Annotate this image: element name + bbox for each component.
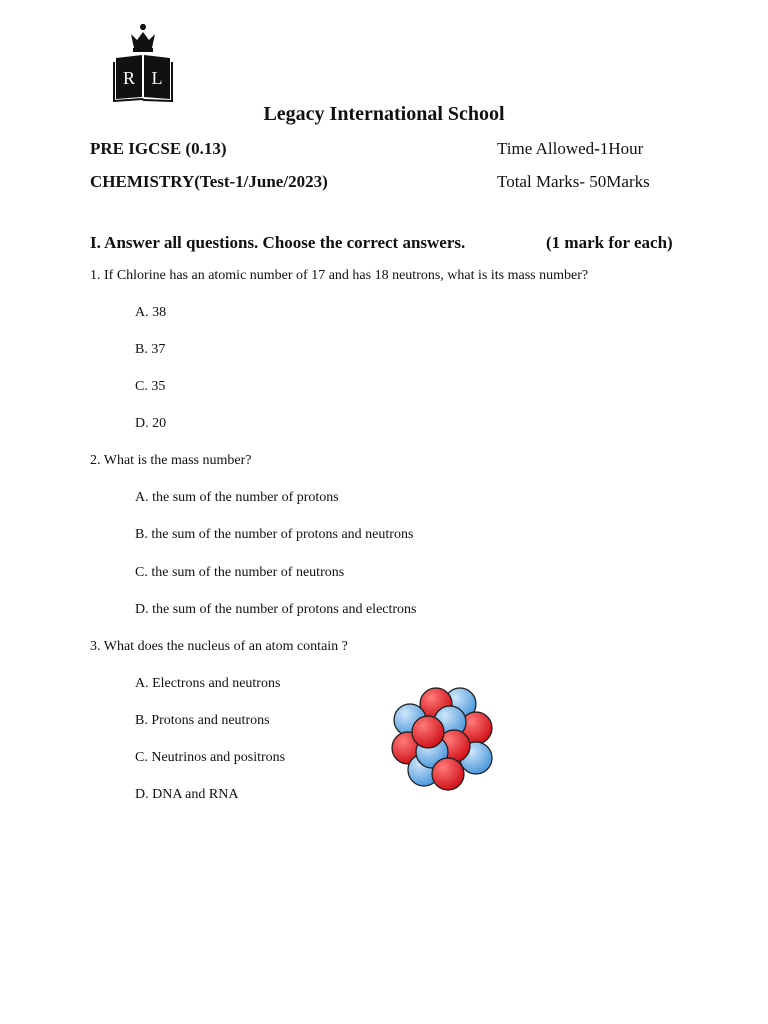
q3-option-c: C. Neutrinos and positrons [135,750,286,765]
section-instruction: I. Answer all questions. Choose the correct answers. [90,233,466,252]
open-book-icon [114,55,172,101]
question-1: 1. If Chlorine has an atomic number of 17 and has 18 neutrons, what is its mass number? [90,268,589,283]
q1-option-b: B. 37 [135,342,166,357]
nucleus-icon [388,684,498,794]
q3-option-a: A. Electrons and neutrons [135,676,281,691]
school-name: Legacy International School [263,103,505,125]
school-logo [112,22,174,102]
proton-ball [412,716,444,748]
question-3: 3. What does the nucleus of an atom contain ? [90,639,348,654]
time-label: Time Allowed [497,139,595,158]
logo-letter-l: L [151,68,163,88]
crown-icon [131,24,155,52]
question-2: 2. What is the mass number? [90,453,252,468]
q3-option-d: D. DNA and RNA [135,787,239,802]
q2-option-a: A. the sum of the number of protons [135,490,339,505]
q2-option-b: B. the sum of the number of protons and neutrons [135,527,414,542]
q1-option-c: C. 35 [135,379,166,394]
atom-nucleus-illustration [388,684,498,794]
q1-option-d: D. 20 [135,416,167,431]
time-dash: - [594,139,600,158]
logo-letter-r: R [122,68,136,88]
total-marks: Total Marks- 50Marks [497,172,650,191]
subject-title: CHEMISTRY(Test-1/June/2023) [90,172,328,191]
q1-option-a: A. 38 [135,305,167,320]
crown-book-icon [112,22,174,102]
time-allowed [497,139,643,159]
course-code: PRE IGCSE (0.13) [90,139,227,158]
q3-option-b: B. Protons and neutrons [135,713,270,728]
marks-note: (1 mark for each) [546,233,673,252]
q2-option-c: C. the sum of the number of neutrons [135,565,345,580]
time-value: 1Hour [599,139,644,158]
proton-ball [432,758,464,790]
q2-option-d: D. the sum of the number of protons and electrons [135,602,417,617]
